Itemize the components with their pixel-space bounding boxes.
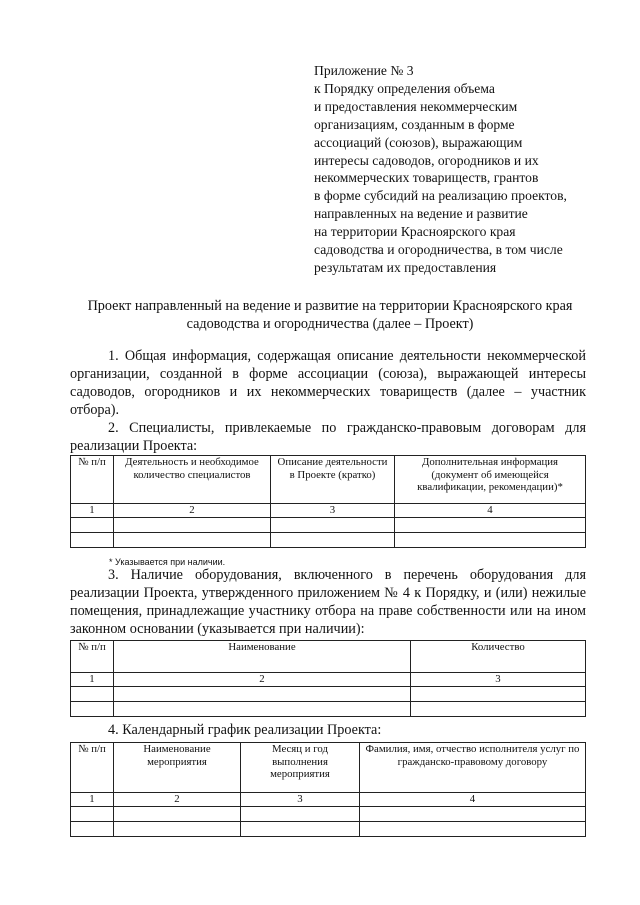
annex-line: ассоциаций (союзов), выражающим <box>314 134 523 150</box>
section-1-general-info: 1. Общая информация, содержащая описание деятельности некоммерческой организации, созданной в форме ассоциации (союза), выражающей интересы садоводов, огородников и их некоммерческих товариществ (далее – участник отбора). <box>70 348 586 419</box>
col-number: 3 <box>411 673 586 687</box>
table-number-row <box>71 793 586 807</box>
specialists-table <box>70 455 586 548</box>
annex-line: к Порядку определения объема <box>314 80 495 96</box>
annex-line: некоммерческих товариществ, грантов <box>314 170 539 186</box>
col-number: 3 <box>241 793 360 807</box>
col-number: 4 <box>360 793 586 807</box>
annex-line: Приложение № 3 <box>314 63 414 78</box>
document-title <box>60 297 600 333</box>
col-number: 2 <box>114 504 271 518</box>
col-number: 1 <box>71 504 114 518</box>
table-row <box>71 822 586 837</box>
table-row <box>71 533 586 548</box>
table-row <box>71 687 586 702</box>
table-number-row <box>71 673 586 687</box>
annex-line: интересы садоводов, огородников и их <box>314 152 539 168</box>
annex-line: и предоставления некоммерческим <box>314 98 518 114</box>
table-row <box>71 518 586 533</box>
section-4-schedule: 4. Календарный график реализации Проекта: <box>108 722 382 738</box>
col-additional-info-header: Дополнительная информация (документ об имеющейся квалификации, рекомендации)* <box>395 456 586 504</box>
annex-line: садоводства и огородничества, в том числе <box>314 242 563 258</box>
col-number: 2 <box>114 793 241 807</box>
table-header-row <box>71 743 586 793</box>
col-number-header: № п/п <box>71 743 114 793</box>
col-quantity-header: Количество <box>411 641 586 673</box>
col-executor-header: Фамилия, имя, отчество исполнителя услуг по гражданско-правовому договору <box>360 743 586 793</box>
table-header-row <box>71 641 586 673</box>
annex-line: направленных на ведение и развитие <box>314 206 528 222</box>
footnote: * Указывается при наличии. <box>109 557 226 567</box>
col-number: 4 <box>395 504 586 518</box>
section-3-equipment: 3. Наличие оборудования, включенного в перечень оборудования для реализации Проекта, утвержденного приложением № 4 к Порядку, и (или) нежилые помещения, принадлежащие участнику отбора на праве собственности или на ином законном основании (указывается при наличии): <box>70 567 586 638</box>
col-description-header: Описание деятельности в Проекте (кратко) <box>271 456 395 504</box>
col-event-name-header: Наименование мероприятия <box>114 743 241 793</box>
equipment-table <box>70 640 586 717</box>
col-number: 1 <box>71 793 114 807</box>
annex-line: в форме субсидий на реализацию проектов, <box>314 188 567 204</box>
annex-line: организациям, созданным в форме <box>314 116 515 132</box>
col-number: 2 <box>114 673 411 687</box>
schedule-table <box>70 742 586 837</box>
col-activity-header: Деятельность и необходимое количество специалистов <box>114 456 271 504</box>
col-month-year-header: Месяц и год выполнения мероприятия <box>241 743 360 793</box>
col-name-header: Наименование <box>114 641 411 673</box>
section-2-specialists: 2. Специалисты, привлекаемые по гражданско-правовым договорам для реализации Проекта: <box>70 420 586 455</box>
annex-line: на территории Красноярского края <box>314 224 516 240</box>
annex-line: результатам их предоставления <box>314 259 497 275</box>
table-header-row <box>71 456 586 504</box>
col-number-header: № п/п <box>71 456 114 504</box>
col-number: 3 <box>271 504 395 518</box>
table-number-row <box>71 504 586 518</box>
col-number: 1 <box>71 673 114 687</box>
title-line-2: садоводства и огородничества (далее – Проект) <box>186 316 474 332</box>
table-row <box>71 702 586 717</box>
table-row <box>71 807 586 822</box>
col-number-header: № п/п <box>71 641 114 673</box>
annex-header <box>314 62 614 277</box>
title-line-1: Проект направленный на ведение и развитие на территории Красноярского края <box>87 298 573 314</box>
